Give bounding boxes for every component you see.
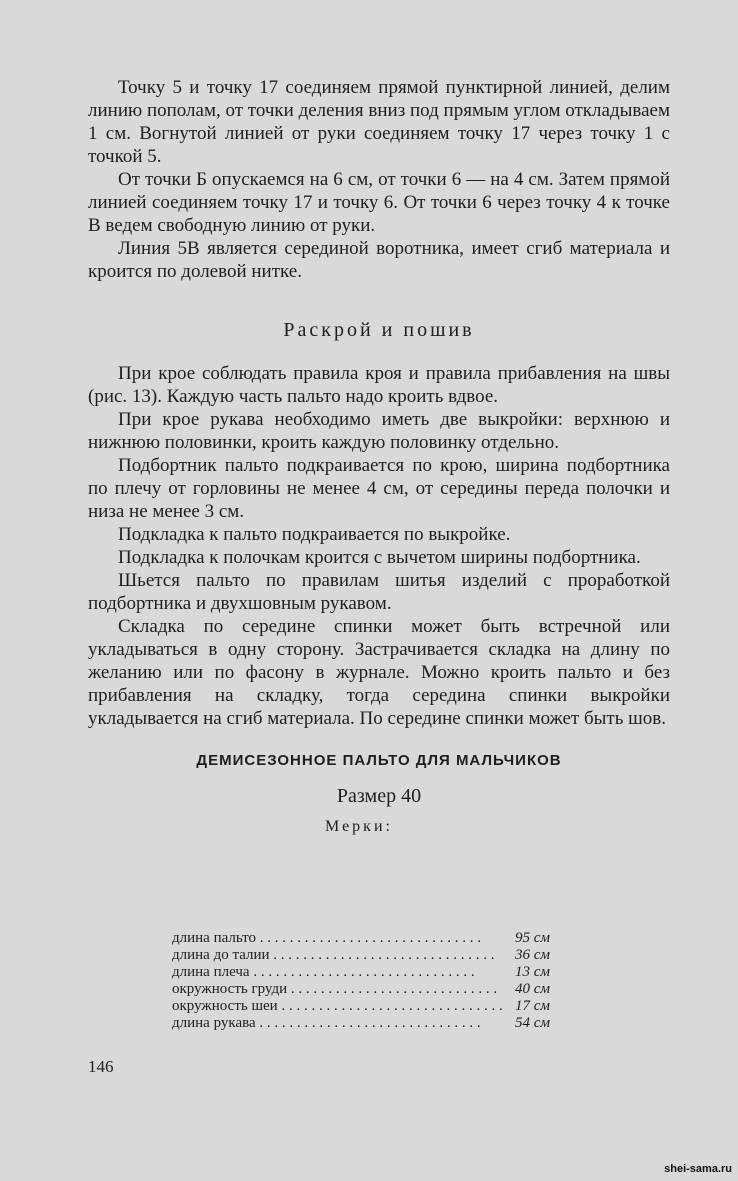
measure-row bbox=[172, 981, 572, 998]
measure-label: окружность шеи . . . bbox=[172, 998, 502, 1015]
measure-label: длина плеча . . . bbox=[172, 964, 502, 981]
measure-value: 95 см bbox=[515, 930, 550, 946]
text-column bbox=[88, 76, 670, 846]
measures-label: Мерки: bbox=[325, 818, 393, 835]
size-label: Размер 40 bbox=[336, 785, 422, 807]
measure-value: 54 см bbox=[515, 1015, 550, 1031]
paragraph: Подкладка к пальто подкраивается по выкройке. bbox=[118, 524, 511, 545]
measure-label: длина пальто . . . bbox=[172, 930, 502, 947]
paragraph: При крое соблюдать правила кроя и правила прибавления на швы (рис. 13). Каждую часть пальто надо кроить вдвое. bbox=[88, 363, 670, 407]
measures-table bbox=[172, 930, 572, 1032]
measure-row bbox=[172, 998, 572, 1015]
measure-value: 40 см bbox=[515, 981, 550, 997]
garment-title: ДЕМИСЕЗОННОЕ ПАЛЬТО ДЛЯ МАЛЬЧИКОВ bbox=[196, 752, 562, 769]
measure-label: длина рукава . . . bbox=[172, 1015, 502, 1032]
measure-label: окружность груди . . . bbox=[172, 981, 502, 998]
measure-value: 36 см bbox=[515, 947, 550, 963]
paragraph: Подкладка к полочкам кроится с вычетом ширины подбортника. bbox=[118, 547, 641, 568]
paragraph: Шьется пальто по правилам шитья изделий с проработкой подбортника и двухшовным рукавом. bbox=[88, 570, 670, 614]
paragraph: От точки Б опускаемся на 6 см, от точки 6 — на 4 см. Затем прямой линией соединяем точку 17 и точку 6. От точки 6 через точку 4 к точке В ведем свободную линию от руки. bbox=[88, 169, 670, 236]
measure-label: длина до талии . . . bbox=[172, 947, 502, 964]
measure-row bbox=[172, 964, 572, 981]
section-heading: Раскрой и пошив bbox=[283, 319, 475, 341]
measure-value: 13 см bbox=[515, 964, 550, 980]
paragraph: Складка по середине спинки может быть встречной или укладываться в одну сторону. Застрачивается складка на длину по желанию или по фасону в журнале. Можно кроить пальто и без прибавления на складку, тогда середина спинки выкройки укладывается на сгиб материала. По середине спинки может быть шов. bbox=[88, 616, 670, 729]
paragraph: Точку 5 и точку 17 соединяем прямой пунктирной линией, делим линию пополам, от точки деления вниз под прямым углом откладываем 1 см. Вогнутой линией от руки соединяем точку 17 через точку 1 с точкой 5. bbox=[88, 77, 670, 167]
watermark: shei-sama.ru bbox=[664, 1163, 732, 1175]
paragraph: При крое рукава необходимо иметь две выкройки: верхнюю и нижнюю половинки, кроить каждую половинку отдельно. bbox=[88, 409, 670, 453]
measure-row bbox=[172, 930, 572, 947]
measure-row bbox=[172, 947, 572, 964]
paragraph: Подбортник пальто подкраивается по крою, ширина подбортника по плечу от горловины не менее 4 см, от середины переда полочки и низа не менее 3 см. bbox=[88, 455, 670, 522]
measure-value: 17 см bbox=[515, 998, 550, 1014]
measure-row bbox=[172, 1015, 572, 1032]
page-number: 146 bbox=[88, 1057, 114, 1076]
paragraph: Линия 5В является серединой воротника, имеет сгиб материала и кроится по долевой нитке. bbox=[88, 238, 670, 282]
